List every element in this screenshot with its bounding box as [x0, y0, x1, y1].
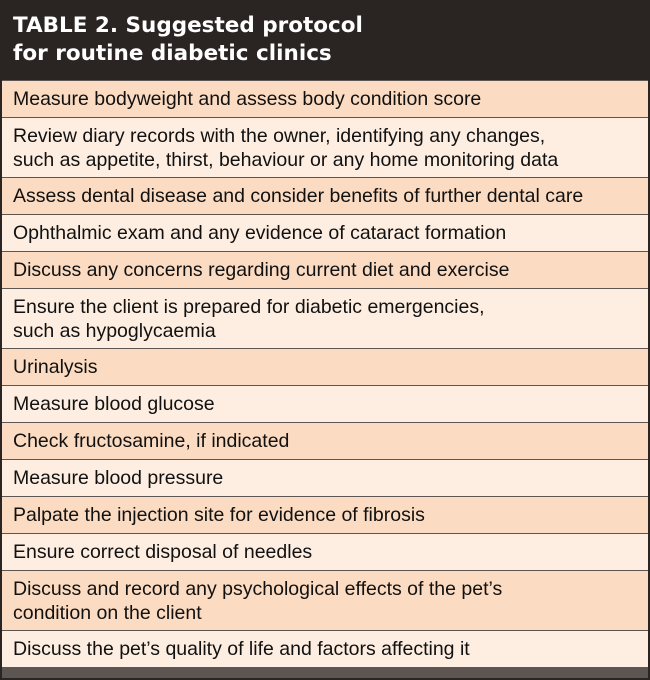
table-row: Ophthalmic exam and any evidence of cataract formation: [2, 215, 648, 251]
table-row: Assess dental disease and consider benefits of further dental care: [2, 178, 648, 214]
table-title: Suggested protocol: [125, 13, 363, 38]
table-row: Review diary records with the owner, identifying any changes, such as appetite, thirst, behaviour or any home monitoring data: [2, 118, 648, 177]
table-row: Discuss the pet’s quality of life and factors affecting it: [2, 631, 648, 667]
table-row: Ensure the client is prepared for diabetic emergencies, such as hypoglycaemia: [2, 289, 648, 348]
table-row: Palpate the injection site for evidence of fibrosis: [2, 497, 648, 533]
table-row: Ensure correct disposal of needles: [2, 534, 648, 570]
table-label: TABLE 2.: [13, 13, 119, 38]
table-row: Check fructosamine, if indicated: [2, 423, 648, 459]
table-row: Measure bodyweight and assess body condition score: [2, 81, 648, 117]
table-title-line-1: [13, 12, 640, 40]
table-header: [2, 0, 648, 80]
table-body: [2, 80, 648, 678]
table-title-line-2: for routine diabetic clinics: [13, 41, 332, 66]
table-row: Measure blood glucose: [2, 386, 648, 422]
table-row: Discuss any concerns regarding current diet and exercise: [2, 252, 648, 288]
table-row: Measure blood pressure: [2, 460, 648, 496]
table-row: Urinalysis: [2, 349, 648, 385]
table-row: Discuss and record any psychological effects of the pet’s condition on the client: [2, 571, 648, 630]
